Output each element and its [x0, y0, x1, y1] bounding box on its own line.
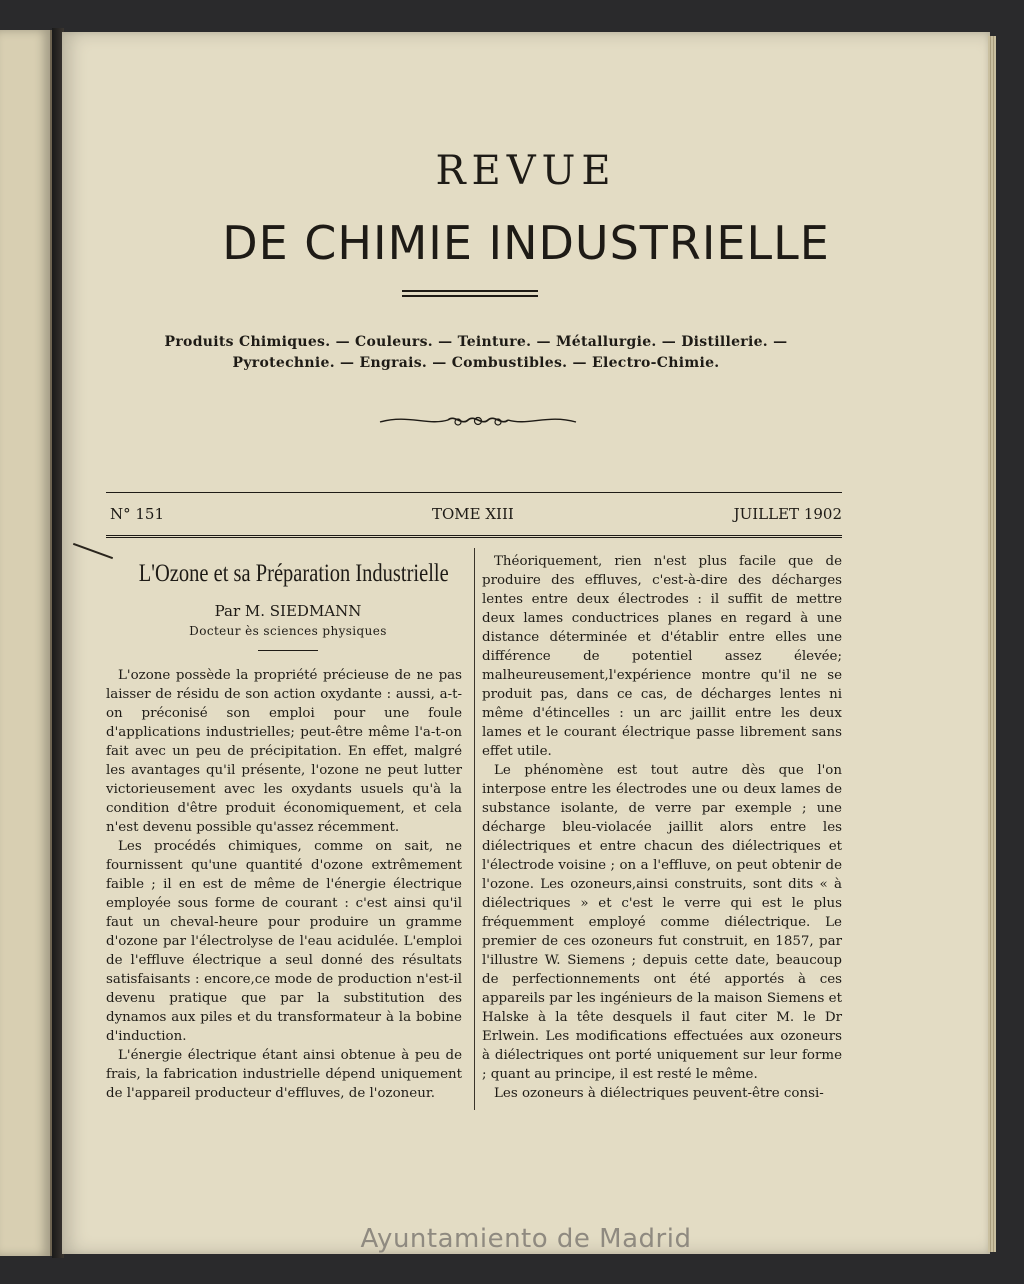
page-stack-edge [988, 36, 996, 1252]
paragraph: Les ozoneurs à diélectriques peuvent-être consi- [494, 1086, 824, 1101]
ornament-divider-icon [378, 410, 578, 432]
article-title-rule [258, 650, 318, 651]
issue-info-bar [106, 492, 842, 538]
article-author: Par M. SIEDMANN [214, 602, 362, 620]
subjects-line-2: Pyrotechnie. — Engrais. — Combustibles. — Electro-Chimie. [232, 355, 720, 371]
journal-page [62, 32, 990, 1254]
paragraph: L'énergie électrique étant ainsi obtenue à peu de frais, la fabrication industrielle dépend uniquement de l'appareil producteur d'effluves, de l'ozoneur. [106, 1048, 462, 1101]
column-divider [474, 548, 475, 1110]
masthead-revue: REVUE [435, 148, 617, 194]
pencil-mark [73, 543, 113, 559]
issue-number: N° 151 [110, 505, 165, 523]
issue-tome: TOME XIII [432, 505, 514, 523]
article-title: L'Ozone et sa Préparation Industrielle [138, 560, 449, 587]
paragraph: L'ozone possède la propriété précieuse de ne pas laisser de résidu de son action oxydante : aussi, a-t-on préconisé son emploi pour une foule d'applications industrielles; peut-être même l'a-t-on fait avec un peu de précipitation. En effet, malgré les avantages qu'il présente, l'ozone ne peut lutter victorieusement avec les oxydants usuels qu'à la condition d'être produit économiquement, et cela n'est devenu possible qu'assez récemment. [106, 668, 462, 835]
subjects-list [106, 332, 846, 374]
masthead-title: DE CHIMIE INDUSTRIELLE [222, 216, 830, 270]
paragraph: Théoriquement, rien n'est plus facile que de produire des effluves, c'est-à-dire des décharges lentes entre deux électrodes : il suffit de mettre deux lames conductrices planes en regard à une distance déterminée et d'établir entre elles une différence de potentiel assez élevée; malheureusement,l'expérience montre qu'il ne se produit pas, dans ce cas, de décharges lentes ni même d'étincelles : un arc jaillit entre les deux lames et le courant électrique passe librement sans effet utile. [482, 554, 842, 759]
subjects-line-1: Produits Chimiques. — Couleurs. — Teinture. — Métallurgie. — Distillerie. — [164, 334, 788, 350]
right-column [482, 552, 842, 1103]
paragraph: Le phénomène est tout autre dès que l'on interpose entre les électrodes une ou deux lames de substance isolante, de verre par exemple ; une décharge bleu-violacée jaillit alors entre les diélectriques et entre chacun des diélectriques et l'électrode voisine ; on a l'effluve, on peut obtenir de l'ozone. Les ozoneurs,ainsi construits, sont dits « à diélectriques » et c'est le verre qui est le plus fréquemment employé comme diélectrique. Le premier de ces ozoneurs fut construit, en 1857, par l'illustre W. Siemens ; depuis cette date, beaucoup de perfectionnements ont été apportés à ces appareils par les ingénieurs de la maison Siemens et Halske à la tête desquels il faut citer M. le Dr Erlwein. Les modifications effectuées aux ozoneurs à diélectriques ont porté uniquement sur leur forme ; quant au principe, il est resté le même. [482, 763, 842, 1082]
issue-date: JUILLET 1902 [733, 505, 842, 523]
watermark-text: Ayuntamiento de Madrid [360, 1224, 692, 1254]
left-column [106, 666, 462, 1103]
paragraph: Les procédés chimiques, comme on sait, ne fournissent qu'une quantité d'ozone extrêmement faible ; il en est de même de l'énergie électrique employée sous forme de courant : c'est ainsi qu'il faut un cheval-heure pour produire un gramme d'ozone par l'électrolyse de l'eau acidulée. L'emploi de l'effluve électrique a seul donné des résultats satisfaisants : encore,ce mode de production n'est-il devenu pratique que par la substitution des dynamos aux piles et du transformateur à la bobine d'induction. [106, 839, 462, 1044]
title-double-rule [402, 290, 538, 297]
article-affiliation: Docteur ès sciences physiques [189, 624, 387, 638]
facing-page-edge [0, 30, 52, 1256]
